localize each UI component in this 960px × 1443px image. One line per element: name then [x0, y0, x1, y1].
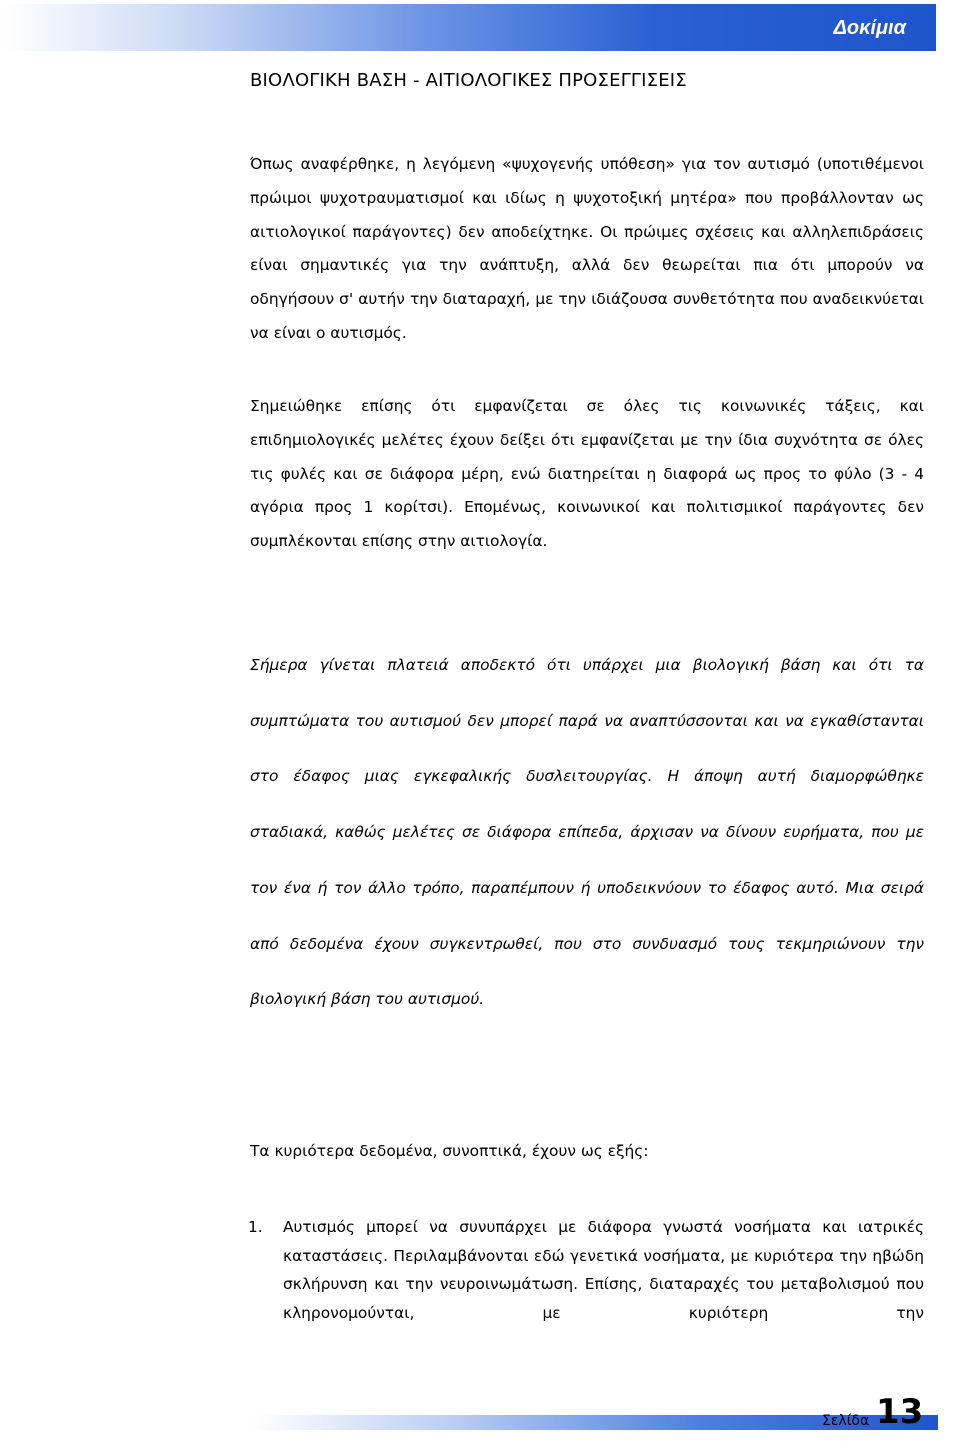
page-number: 13 [876, 1392, 924, 1432]
list-intro: Τα κυριότερα δεδομένα, συνοπτικά, έχουν ως εξής: [250, 1142, 649, 1160]
list-item-text: Αυτισμός μπορεί να συνυπάρχει με διάφορα γνωστά νοσήματα και ιατρικές καταστάσεις. Περιλαμβάνονται εδώ γενετικά νοσήματα, με κυριότερα την ηβώδη σκλήρυνση και την νευροινωμάτωση. Επίσης, διαταραχές του μεταβολισμού που κληρονομούνται, με κυριότερη την [283, 1218, 924, 1322]
paragraph-2: Σημειώθηκε επίσης ότι εμφανίζεται σε όλες τις κοινωνικές τάξεις, και επιδημιολογικές μελέτες έχουν δείξει ότι εμφανίζεται με την ίδια συχνότητα σε όλες τις φυλές και σε διάφορα μέρη, ενώ διατηρείται η διαφορά ως προς το φύλο (3 - 4 αγόρια προς 1 κορίτσι). Επομένως, κοινωνικοί και πολιτισμικοί παράγοντες δεν συμπλέκονται επίσης στην αιτιολογία. [250, 397, 924, 551]
header-title: Δοκίμια [833, 17, 906, 39]
list-item [248, 1213, 924, 1327]
paragraph-1: Όπως αναφέρθηκε, η λεγόμενη «ψυχογενής υπόθεση» για τον αυτισμό (υποτιθέμενοι πρώιμοι ψυχοτραυματισμοί και ιδίως η ψυχοτοξική μητέρα» που προβάλλονταν ως αιτιολογικοί παράγοντες) δεν αποδείχτηκε. Οι πρώιμες σχέσεις και αλληλεπιδράσεις είναι σημαντικές για την ανάπτυξη, αλλά δεν θεωρείται πια ότι μπορούν να οδηγήσουν σ' αυτήν την διαταραχή, με την ιδιάζουσα συνθετότητα που αναδεικνύεται να είναι ο αυτισμός. [250, 155, 924, 342]
paragraph-3: Σήμερα γίνεται πλατειά αποδεκτό ότι υπάρχει μια βιολογική βάση και ότι τα συμπτώματα του αυτισμού δεν μπορεί παρά να αναπτύσσονται και να εγκαθίστανται στο έδαφος μιας εγκεφαλικής δυσλειτουργίας. Η άποψη αυτή διαμορφώθηκε σταδιακά, καθώς μελέτες σε διάφορα επίπεδα, άρχισαν να δίνουν ευρήματα, που με τον ένα ή τον άλλο τρόπο, παραπέμπουν ή υποδεικνύουν το έδαφος αυτό. Μια σειρά από δεδομένα έχουν συγκεντρωθεί, που στο συνδυασμό τους τεκμηριώνουν την βιολογική βάση του αυτισμού. [250, 656, 924, 1009]
section-heading: ΒΙΟΛΟΓΙΚΗ ΒΑΣΗ - ΑΙΤΙΟΛΟΓΙΚΕΣ ΠΡΟΣΕΓΓΙΣΕΙΣ [250, 70, 687, 91]
list-item-number: 1. [248, 1218, 263, 1236]
header-bar [4, 4, 936, 51]
page-label: Σελίδα [822, 1413, 870, 1429]
